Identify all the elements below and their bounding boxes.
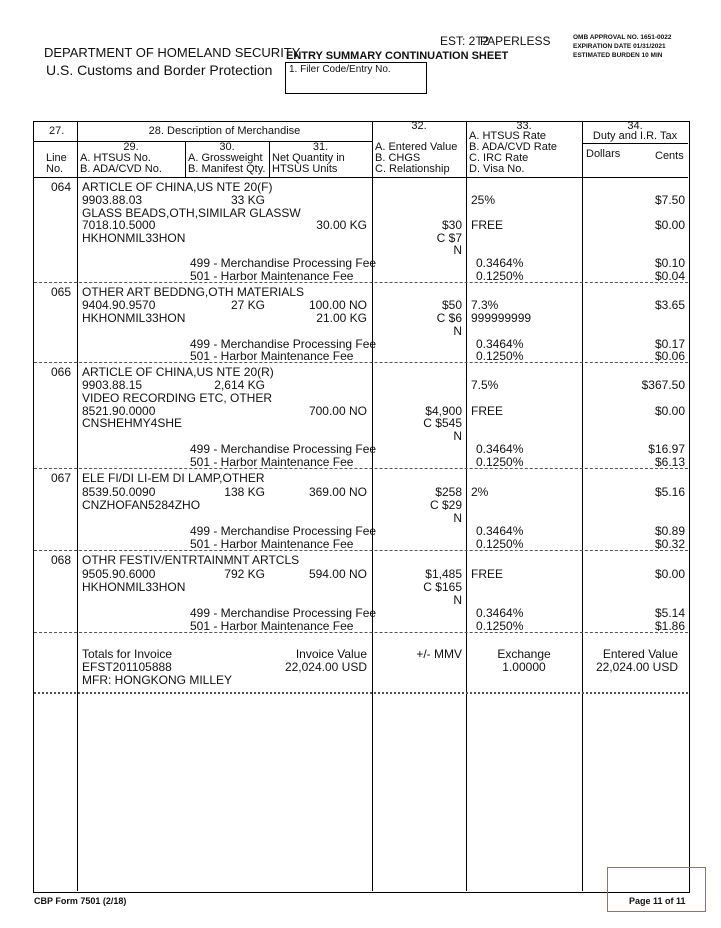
net-quantity: 21.00 KG xyxy=(316,311,367,325)
fee-501-rate: 0.1250% xyxy=(476,619,524,633)
htsus-number: 9404.90.9570 xyxy=(82,298,156,312)
gross-weight: 27 KG xyxy=(230,298,265,312)
line-description: OTHR FESTIV/ENTRTAINMNT ARTCLS xyxy=(82,553,300,567)
exchange-rate: 1.00000 xyxy=(502,660,546,674)
col31-b: HTSUS Units xyxy=(272,163,338,175)
totals-separator xyxy=(34,692,688,694)
col30-number: 30. xyxy=(219,141,235,153)
col30-a: A. Grossweight xyxy=(188,152,263,164)
est-code: EST: 2T2 xyxy=(440,34,490,48)
fee-501-rate: 0.1250% xyxy=(476,455,524,469)
charges: C $165 xyxy=(423,580,462,594)
htsus-rate: 7.3% xyxy=(471,298,499,312)
fee-499-rate: 0.3464% xyxy=(476,442,524,456)
htsus-number: 9903.88.03 xyxy=(82,193,143,207)
fee-499-rate: 0.3464% xyxy=(476,256,524,270)
manufacturer-id: CNSHEHMY4SHE xyxy=(82,416,183,430)
htsus-rate: FREE xyxy=(471,218,504,232)
col34-divider xyxy=(582,121,583,891)
net-quantity: 100.00 NO xyxy=(308,298,367,312)
col29-number: 29. xyxy=(123,141,139,153)
header-divider xyxy=(33,177,688,178)
line-number: 064 xyxy=(51,180,72,194)
exchange-label: Exchange xyxy=(497,647,551,661)
net-quantity: 700.00 NO xyxy=(308,404,367,418)
col33-c: C. IRC Rate xyxy=(469,152,529,164)
col29-b: B. ADA/CVD No. xyxy=(80,163,162,175)
col32-a: A. Entered Value xyxy=(375,141,458,153)
totals-label: Totals for Invoice xyxy=(82,647,173,661)
duty-header-divider xyxy=(582,143,688,144)
fee-499-label: 499 - Merchandise Processing Fee xyxy=(190,524,377,538)
fee-499-rate: 0.3464% xyxy=(476,524,524,538)
form-number: CBP Form 7501 (2/18) xyxy=(34,896,127,906)
col28-header: 28. Description of Merchandise xyxy=(148,125,301,137)
fee-501-amount: $0.04 xyxy=(654,269,685,283)
line-number: 066 xyxy=(51,365,72,379)
page-number: Page 11 of 11 xyxy=(629,896,686,906)
col33-b: B. ADA/CVD Rate xyxy=(469,141,558,153)
fee-501-rate: 0.1250% xyxy=(476,269,524,283)
htsus-number: 9903.88.15 xyxy=(82,378,143,392)
totals-manufacturer: MFR: HONGKONG MILLEY xyxy=(82,673,233,687)
col34-a: Duty and I.R. Tax xyxy=(592,130,678,142)
duty-amount: $367.50 xyxy=(641,378,685,392)
duty-amount: $5.16 xyxy=(654,485,685,499)
line-separator xyxy=(34,468,688,469)
entered-value: $4,900 xyxy=(425,404,462,418)
fee-499-label: 499 - Merchandise Processing Fee xyxy=(190,337,377,351)
fee-499-label: 499 - Merchandise Processing Fee xyxy=(190,256,377,270)
charges: C $29 xyxy=(429,498,462,512)
manufacturer-id: CNZHOFAN5284ZHO xyxy=(82,498,201,512)
duty-amount: $0.00 xyxy=(654,218,685,232)
agency-name: U.S. Customs and Border Protection xyxy=(46,62,273,78)
fee-501-rate: 0.1250% xyxy=(476,349,524,363)
line-no-header-b: No. xyxy=(46,163,64,175)
col31-number: 31. xyxy=(312,141,329,153)
fee-501-label: 501 - Harbor Maintenance Fee xyxy=(190,269,354,283)
htsus-rate: 25% xyxy=(471,193,496,207)
net-quantity: 30.00 KG xyxy=(316,218,367,232)
net-quantity: 369.00 NO xyxy=(308,485,367,499)
col32-number: 32. xyxy=(411,120,427,132)
charges: C $6 xyxy=(436,311,462,325)
duty-amount: $0.00 xyxy=(654,567,685,581)
fee-499-label: 499 - Merchandise Processing Fee xyxy=(190,442,377,456)
entered-value-label: Entered Value xyxy=(602,647,678,661)
line-separator xyxy=(34,632,688,633)
filer-code-label: 1. Filer Code/Entry No. xyxy=(289,64,391,75)
gross-weight: 138 KG xyxy=(224,485,265,499)
sheet-title: ENTRY SUMMARY CONTINUATION SHEET xyxy=(286,50,509,62)
line-description: ARTICLE OF CHINA,US NTE 20(R) xyxy=(82,365,274,379)
omb-burden: ESTIMATED BURDEN 10 MIN xyxy=(573,52,663,59)
col29-a: A. HTSUS No. xyxy=(80,152,151,164)
duty-amount: $0.00 xyxy=(654,404,685,418)
duty-amount: $7.50 xyxy=(654,193,685,207)
col34-number: 34. xyxy=(627,120,643,132)
fee-501-rate: 0.1250% xyxy=(476,537,524,551)
line-separator xyxy=(34,550,688,551)
relationship: N xyxy=(453,593,462,607)
fee-499-amount: $16.97 xyxy=(648,442,685,456)
line-number: 068 xyxy=(51,553,72,567)
fee-501-amount: $1.86 xyxy=(654,619,685,633)
relationship: N xyxy=(453,243,462,257)
fee-501-label: 501 - Harbor Maintenance Fee xyxy=(190,455,354,469)
omb-expiration: EXPIRATION DATE 01/31/2021 xyxy=(573,43,666,50)
net-quantity: 594.00 NO xyxy=(308,567,367,581)
line-description: OTHER ART BEDDNG,OTH MATERIALS xyxy=(82,285,305,299)
charges: C $7 xyxy=(436,231,462,245)
relationship: N xyxy=(453,429,462,443)
omb-approval: OMB APPROVAL NO. 1651-0022 xyxy=(573,34,672,41)
relationship: N xyxy=(453,511,462,525)
fee-499-amount: $0.10 xyxy=(654,256,685,270)
department-name: DEPARTMENT OF HOMELAND SECURITY xyxy=(44,45,301,60)
entered-value: $258 xyxy=(435,485,462,499)
invoice-value-label: Invoice Value xyxy=(295,647,367,661)
col27-header: 27. xyxy=(49,125,65,137)
fee-501-label: 501 - Harbor Maintenance Fee xyxy=(190,619,354,633)
col30-b: B. Manifest Qty. xyxy=(188,163,266,175)
visa-number: 999999999 xyxy=(471,311,532,325)
line-description: GLASS BEADS,OTH,SIMILAR GLASSW xyxy=(82,206,301,220)
gross-weight: 792 KG xyxy=(224,567,265,581)
col34-dollars: Dollars xyxy=(586,148,621,160)
fee-499-amount: $5.14 xyxy=(654,606,685,620)
fee-499-rate: 0.3464% xyxy=(476,337,524,351)
fee-501-amount: $0.32 xyxy=(654,537,685,551)
gross-weight: 2,614 KG xyxy=(214,378,265,392)
fee-499-rate: 0.3464% xyxy=(476,606,524,620)
fee-501-label: 501 - Harbor Maintenance Fee xyxy=(190,537,354,551)
manufacturer-id: HKHONMIL33HON xyxy=(82,311,186,325)
col31-a: Net Quantity in xyxy=(272,152,345,164)
manufacturer-id: HKHONMIL33HON xyxy=(82,580,186,594)
entered-value: $30 xyxy=(441,218,462,232)
fee-499-label: 499 - Merchandise Processing Fee xyxy=(190,606,377,620)
line-description: VIDEO RECORDING ETC, OTHER xyxy=(82,391,273,405)
fee-501-label: 501 - Harbor Maintenance Fee xyxy=(190,349,354,363)
fee-501-amount: $6.13 xyxy=(654,455,685,469)
mmv-label: +/- MMV xyxy=(416,647,462,661)
htsus-number: 8521.90.0000 xyxy=(82,404,156,418)
duty-amount: $3.65 xyxy=(654,298,685,312)
htsus-number: 7018.10.5000 xyxy=(82,218,156,232)
line-no-header-a: Line xyxy=(46,152,67,164)
htsus-rate: FREE xyxy=(471,404,504,418)
invoice-value: 22,024.00 USD xyxy=(284,660,367,674)
col32-b: B. CHGS xyxy=(375,152,421,164)
htsus-rate: 2% xyxy=(471,485,489,499)
relationship: N xyxy=(453,324,462,338)
line-col-divider xyxy=(77,121,78,891)
col33-d: D. Visa No. xyxy=(469,163,525,175)
htsus-number: 8539.50.0090 xyxy=(82,485,156,499)
col33-a: A. HTSUS Rate xyxy=(469,130,547,142)
line-number: 065 xyxy=(51,285,72,299)
htsus-rate: FREE xyxy=(471,567,504,581)
line-number: 067 xyxy=(51,471,72,485)
col32-c: C. Relationship xyxy=(375,163,450,175)
line-separator xyxy=(34,362,688,363)
col33-number: 33. xyxy=(516,120,532,132)
line-description: ARTICLE OF CHINA,US NTE 20(F) xyxy=(82,180,273,194)
col34-cents: Cents xyxy=(655,150,684,162)
entered-value: $1,485 xyxy=(425,567,462,581)
fee-501-amount: $0.06 xyxy=(654,349,685,363)
paperless-label: PAPERLESS xyxy=(480,34,551,48)
htsus-number: 9505.90.6000 xyxy=(82,567,156,581)
invoice-number: EFST201105888 xyxy=(82,660,172,674)
charges: C $545 xyxy=(423,416,462,430)
line-description: ELE FI/DI LI-EM DI LAMP,OTHER xyxy=(82,471,265,485)
entered-value-total: 22,024.00 USD xyxy=(595,660,678,674)
manufacturer-id: HKHONMIL33HON xyxy=(82,231,186,245)
entered-value: $50 xyxy=(441,298,462,312)
col33-divider xyxy=(466,121,467,891)
fee-499-amount: $0.89 xyxy=(654,524,685,538)
line-separator xyxy=(34,282,688,283)
fee-499-amount: $0.17 xyxy=(654,337,685,351)
gross-weight: 33 KG xyxy=(230,193,265,207)
htsus-rate: 7.5% xyxy=(471,378,499,392)
